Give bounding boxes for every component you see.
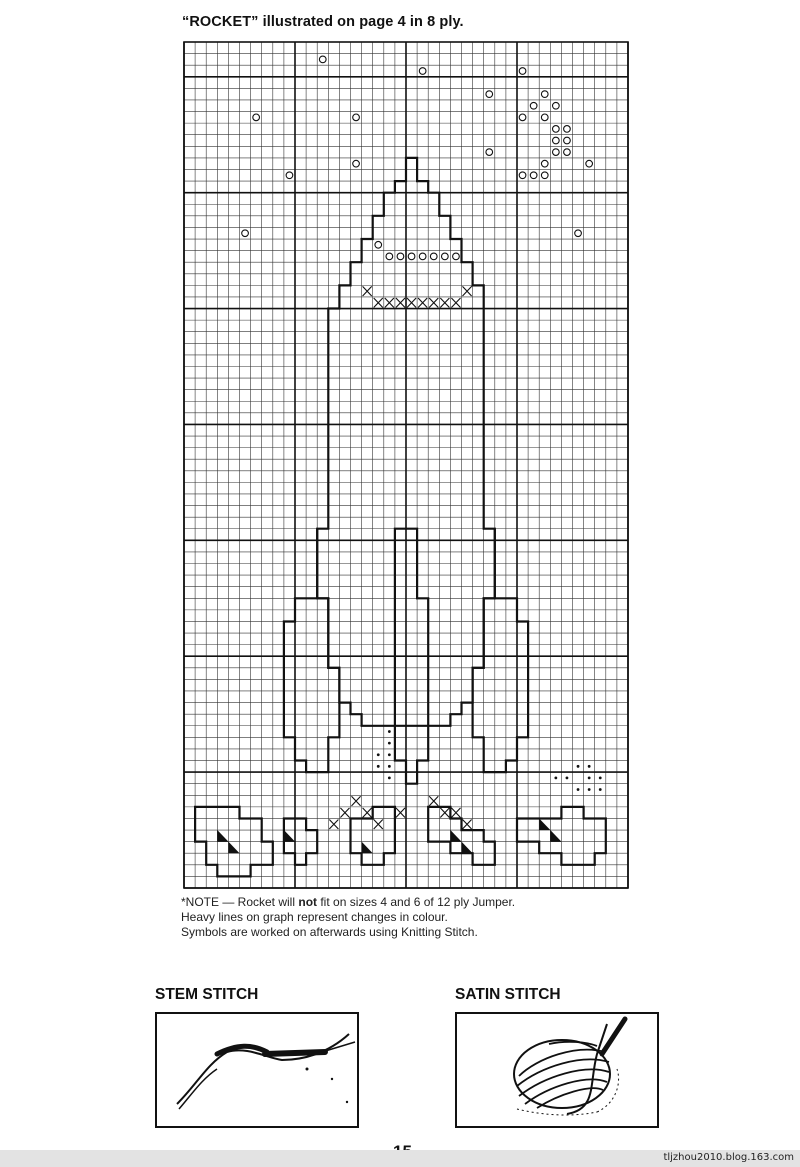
- cross-symbol: [429, 298, 438, 308]
- cross-symbol: [352, 796, 361, 806]
- cross-symbol: [329, 819, 338, 829]
- cross-symbol: [451, 808, 460, 818]
- note-line1-bold: not: [298, 895, 318, 909]
- triangle-symbol: [228, 842, 239, 854]
- circle-symbol: [253, 114, 260, 121]
- rocket-right-fin: [473, 529, 528, 772]
- cross-symbol: [363, 286, 372, 296]
- circle-symbol: [486, 149, 493, 156]
- cross-symbol: [463, 286, 472, 296]
- dot-symbol: [588, 777, 591, 780]
- dot-symbol: [554, 777, 557, 780]
- circle-symbol: [286, 172, 293, 179]
- satin-stitch-title: SATIN STITCH: [455, 986, 561, 1003]
- satin-stitch-drawing: [457, 1014, 657, 1126]
- triangle-symbol: [284, 830, 295, 842]
- rocket-left-fin: [284, 529, 340, 772]
- circle-symbol: [519, 68, 526, 75]
- cross-symbol: [396, 298, 405, 308]
- dot-symbol: [588, 765, 591, 768]
- circle-symbol: [564, 126, 571, 133]
- circle-symbol: [586, 160, 593, 167]
- cross-symbol: [407, 298, 416, 308]
- dot-symbol: [566, 777, 569, 780]
- cross-symbol: [374, 298, 383, 308]
- dot-symbol: [588, 788, 591, 791]
- circle-symbol: [553, 137, 560, 144]
- cross-symbol: [396, 808, 405, 818]
- circle-symbol: [397, 253, 404, 260]
- dot-symbol: [388, 765, 391, 768]
- dot-symbol: [377, 765, 380, 768]
- circle-symbol: [319, 56, 326, 63]
- cross-symbol: [440, 808, 449, 818]
- circle-symbol: [541, 91, 548, 98]
- cross-symbol: [363, 808, 372, 818]
- cross-symbol: [440, 298, 449, 308]
- chart-symbols: [217, 56, 601, 853]
- triangle-symbol: [539, 818, 550, 830]
- cross-symbol: [374, 819, 383, 829]
- stem-stitch-illustration: [155, 1012, 359, 1128]
- circle-symbol: [530, 102, 537, 109]
- circle-symbol: [353, 114, 360, 121]
- watermark-text: tljzhou2010.blog.163.com: [663, 1152, 794, 1163]
- circle-symbol: [553, 126, 560, 133]
- circle-symbol: [386, 253, 393, 260]
- circle-symbol: [541, 172, 548, 179]
- circle-symbol: [519, 114, 526, 121]
- cross-symbol: [451, 298, 460, 308]
- circle-symbol: [375, 241, 382, 248]
- circle-symbol: [530, 172, 537, 179]
- dot-symbol: [388, 777, 391, 780]
- circle-symbol: [553, 149, 560, 156]
- circle-symbol: [430, 253, 437, 260]
- cross-symbol: [385, 298, 394, 308]
- circle-symbol: [541, 114, 548, 121]
- stem-stitch-title: STEM STITCH: [155, 986, 259, 1003]
- dot-symbol: [388, 742, 391, 745]
- note-line1-prefix: *NOTE — Rocket will: [181, 895, 299, 909]
- triangle-symbol: [362, 842, 373, 854]
- circle-symbol: [564, 149, 571, 156]
- cross-symbol: [429, 796, 438, 806]
- triangle-symbol: [462, 842, 473, 854]
- chart-title: “ROCKET” illustrated on page 4 in 8 ply.: [182, 14, 464, 30]
- circle-symbol: [519, 172, 526, 179]
- note-line1-suffix: fit on sizes 4 and 6 of 12 ply Jumper.: [317, 895, 516, 909]
- dot-symbol: [577, 788, 580, 791]
- circle-symbol: [408, 253, 415, 260]
- circle-symbol: [541, 160, 548, 167]
- cross-symbol: [418, 298, 427, 308]
- note-line3: Symbols are worked on afterwards using Knitting Stitch.: [181, 925, 478, 939]
- circle-symbol: [564, 137, 571, 144]
- dot-symbol: [377, 753, 380, 756]
- dot-symbol: [388, 730, 391, 733]
- circle-symbol: [453, 253, 460, 260]
- satin-stitch-illustration: [455, 1012, 659, 1128]
- dot-symbol: [577, 765, 580, 768]
- note-line2: Heavy lines on graph represent changes in colour.: [181, 910, 448, 924]
- stem-stitch-drawing: [157, 1014, 357, 1126]
- circle-symbol: [486, 91, 493, 98]
- circle-symbol: [442, 253, 449, 260]
- cross-symbol: [463, 819, 472, 829]
- cross-symbol: [340, 808, 349, 818]
- triangle-symbol: [550, 830, 561, 842]
- dot-symbol: [599, 788, 602, 791]
- circle-symbol: [575, 230, 582, 237]
- circle-symbol: [353, 160, 360, 167]
- chart-note: [181, 895, 515, 940]
- dot-symbol: [388, 753, 391, 756]
- circle-symbol: [419, 253, 426, 260]
- circle-symbol: [419, 68, 426, 75]
- dot-symbol: [599, 777, 602, 780]
- circle-symbol: [553, 102, 560, 109]
- triangle-symbol: [217, 830, 228, 842]
- triangle-symbol: [450, 830, 461, 842]
- circle-symbol: [242, 230, 249, 237]
